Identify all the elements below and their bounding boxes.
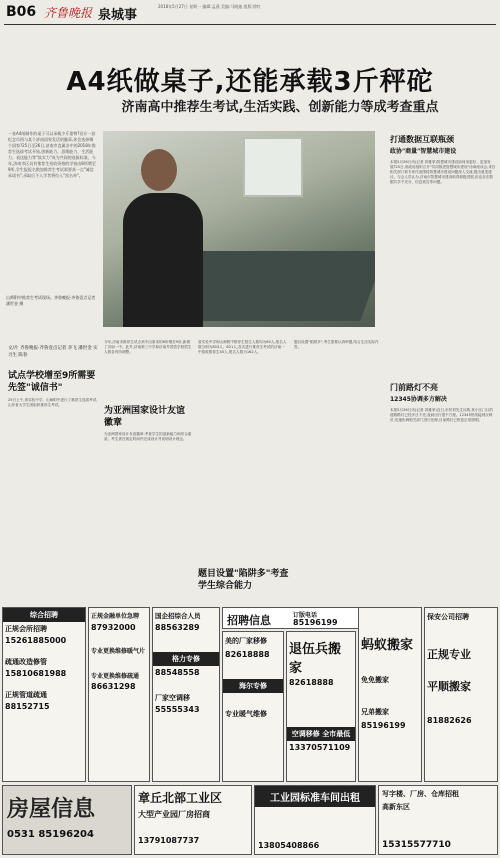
ad-office-phone: 15315577710 <box>382 840 451 850</box>
ad-col6-item2: 免免搬家 <box>361 676 389 684</box>
main-photo <box>103 131 375 327</box>
intro-text: 一张A4纸制作的桌子可以承载少斤重物?设计一款纪念币图与某个济南国家发话的徽章,你会选择哪个国家?25日至26日,济南市直属各中的2018年推荐生选拔考试开始,创新能力、思维能力、生活能力、表达能力等"软实力"成为共同的选拔标准。今年,济南市区具有推荐生招收资格的学校由8所增至9所,学生报报名数加推荐生考试需要获一点"诚信承诺书",录取后不入学者将拉入"黑名单"。 <box>8 131 96 178</box>
ad-col3-phone2: 88548558 <box>155 668 200 677</box>
ad-industrial-phone: 13791087737 <box>138 836 200 845</box>
ad-col4-item2: 海尔专修 <box>223 679 283 693</box>
header-rule <box>4 24 496 25</box>
ad-col-6 <box>358 607 422 782</box>
ad-col-2 <box>88 607 150 782</box>
section2-title: 为亚洲国家设计友谊徽章 <box>104 406 186 428</box>
byline: 文/片 齐鲁晚报·齐鲁壹点记者 李飞 潘世金 实习生 陈春 <box>8 346 98 358</box>
ad-col-4 <box>222 631 284 782</box>
photo-window <box>243 137 303 197</box>
ad-col3-phone3: 55555343 <box>155 705 200 714</box>
ad-col-3 <box>152 607 220 782</box>
ad-col7-item3: 平顺搬家 <box>427 680 471 693</box>
page-number: B06 <box>6 4 37 20</box>
ad-col1-title: 综合招聘 <box>3 608 85 622</box>
intro-box <box>8 131 96 266</box>
ad-col7-item2: 正规专业 <box>427 648 471 661</box>
ad-col6-item1: 蚂蚁搬家 <box>361 638 414 653</box>
ad-house-title: 房屋信息 <box>7 797 96 822</box>
ad-col2-item1: 正规金融单位急聘 <box>91 613 140 620</box>
classified-ads <box>2 607 498 856</box>
section3-title: 题目设置"陷阱多"考查学生综合能力 <box>198 569 289 591</box>
ad-house-phone: 0531 85196204 <box>7 829 94 840</box>
ad-col1-phone2: 15810681988 <box>5 669 67 678</box>
headline: A4纸做桌子,还能承载3斤秤砣 <box>66 67 434 97</box>
ad-col1-phone1: 15261885000 <box>5 636 67 645</box>
ads-header-title: 招聘信息 <box>227 614 271 627</box>
ad-col3-item2: 格力专修 <box>153 652 219 666</box>
ad-col7-phone: 81882626 <box>427 716 472 725</box>
ad-col2-phone1: 87932000 <box>91 623 136 632</box>
ad-col3-phone1: 88563289 <box>155 623 200 632</box>
ad-col5-phone1: 82618888 <box>289 678 334 687</box>
right-news-1-title: 打通数据互联瓶颈 <box>390 135 454 144</box>
ad-col5-item1: 退伍兵搬家 <box>289 642 342 676</box>
ad-col-7 <box>424 607 498 782</box>
ad-col2-phone2: 86631298 <box>91 682 136 691</box>
ad-col2-item3: 专业更换维修疏通 <box>91 673 140 680</box>
right-news-1-text: 本报5月26日讯(记者 刘雅菲)智慧城市建设如何用更好、更加发展?25日,省政协组织召开"共同推进智慧城市建设"协商座谈会,来自相关部门和专家代表围绕智慧城市建设问题深入交流,提出意见建议。与会人员认为,济南市智慧城市建设取得积极进展,但也存在数据共享不充分、信息孤岛等问题。 <box>390 160 496 184</box>
ad-col3-item1: 国企招综合人员 <box>155 612 201 620</box>
body-col-3: 省实验中学和山师附中推荐生招生人数均为80人,报名人数分别为803人、821人,首次进行推荐生考试的济南一中招收推荐生40人,报名人数为162人。 <box>198 340 287 354</box>
paper-name: 齐鲁晚报 <box>44 6 93 20</box>
ad-rent <box>254 785 376 855</box>
ad-col2-item2: 专业更换维修暖气片 <box>91 648 146 655</box>
body-col-2b: 为亚洲国家设计友谊徽章,考查学生的创新能力和综合素质。考生需在规定时间内完成设计并说明设计理念。 <box>104 432 192 441</box>
ad-col-5 <box>286 631 356 782</box>
right-news-2-text: 本报5月26日讯(记者 刘雅菲)近日,市民刘先生反映,其小区门口的道路路灯已经多日不亮,夜间出行很不方便。12345热线接到反映后,迅速协调相关部门进行处理,目前路灯已恢复正常照明。 <box>390 408 493 422</box>
ad-col4-item3: 专业暖气维修 <box>225 710 267 718</box>
ad-col1-phone3: 88152715 <box>5 702 50 711</box>
subheadline: 济南高中推荐生考试,生活实践、创新能力等成考查重点 <box>121 100 439 115</box>
ad-col6-phone: 85196199 <box>361 721 406 730</box>
ad-col1-item1: 正规会所招聘 <box>5 625 47 633</box>
body-col-2a: 今年,济南市推荐生试点高中由原来的8所增至9所,新增了济南一中。此外,济南第三中学和济南外国语学校招生人数各有所调整。 <box>104 340 192 354</box>
ad-col5-item2: 空调移修 全市最低 <box>287 727 355 741</box>
ads-header-phone: 85196199 <box>293 618 338 627</box>
body-col-1: 25日上午,省实验中学、山师附中进行了推荐生选拔考试,山东省大学生团组织推荐生考试。 <box>8 398 98 407</box>
ad-col4-phone1: 82618888 <box>225 650 270 659</box>
ad-col7-item1: 保安公司招聘 <box>427 613 469 621</box>
ad-col1-item3: 正规管道疏通 <box>5 691 47 699</box>
ad-col-1 <box>2 607 86 782</box>
ad-col5-phone2: 13370571109 <box>289 743 351 752</box>
header-meta: 2018年5月27日 星期一 编辑:孟燕 美编:马晓迪 组版:徐红 <box>158 4 261 9</box>
ad-rent-phone: 13805408866 <box>258 841 320 850</box>
ad-industrial <box>134 785 252 855</box>
right-news-2-title: 门前路灯不亮 <box>390 383 438 392</box>
section1-title: 试点学校增至9所需要先签"诚信书" <box>8 371 96 393</box>
ad-house <box>2 785 132 855</box>
ad-industrial-sub: 大型产业园厂房招商 <box>138 810 210 819</box>
ad-col4-item1: 美的厂家移修 <box>225 637 267 645</box>
right-news-1-subtitle: 政协"商量"智慧城市建设 <box>390 148 457 155</box>
ad-col6-item3: 兄弟搬家 <box>361 708 389 716</box>
ad-industrial-title: 章丘北部工业区 <box>138 791 223 805</box>
ad-office-sub: 高新东区 <box>382 803 410 811</box>
photo-student-head <box>141 149 177 191</box>
photo-caption: 山师附中推荐生考试现场。齐鲁晚报·齐鲁壹点记者 潘世金 摄 <box>6 295 96 306</box>
ads-header-sub: 订版电话 <box>293 612 318 619</box>
ad-col1-item2: 疏通改造修管 <box>5 658 47 666</box>
photo-student <box>123 193 203 327</box>
ad-rent-title: 工业园标准车间出租 <box>255 786 375 807</box>
ad-col3-item3: 厂家空调移 <box>155 694 190 702</box>
ad-office <box>378 785 498 855</box>
right-news-2-subtitle: 12345协调多方解决 <box>390 396 447 403</box>
body-col-4: 题目设置"陷阱多",考生需要认真审题,结合生活实际作答。 <box>294 340 379 349</box>
section-name: 泉城事 <box>98 8 138 23</box>
ad-office-title: 写字楼、厂房、仓库招租 <box>382 790 459 798</box>
